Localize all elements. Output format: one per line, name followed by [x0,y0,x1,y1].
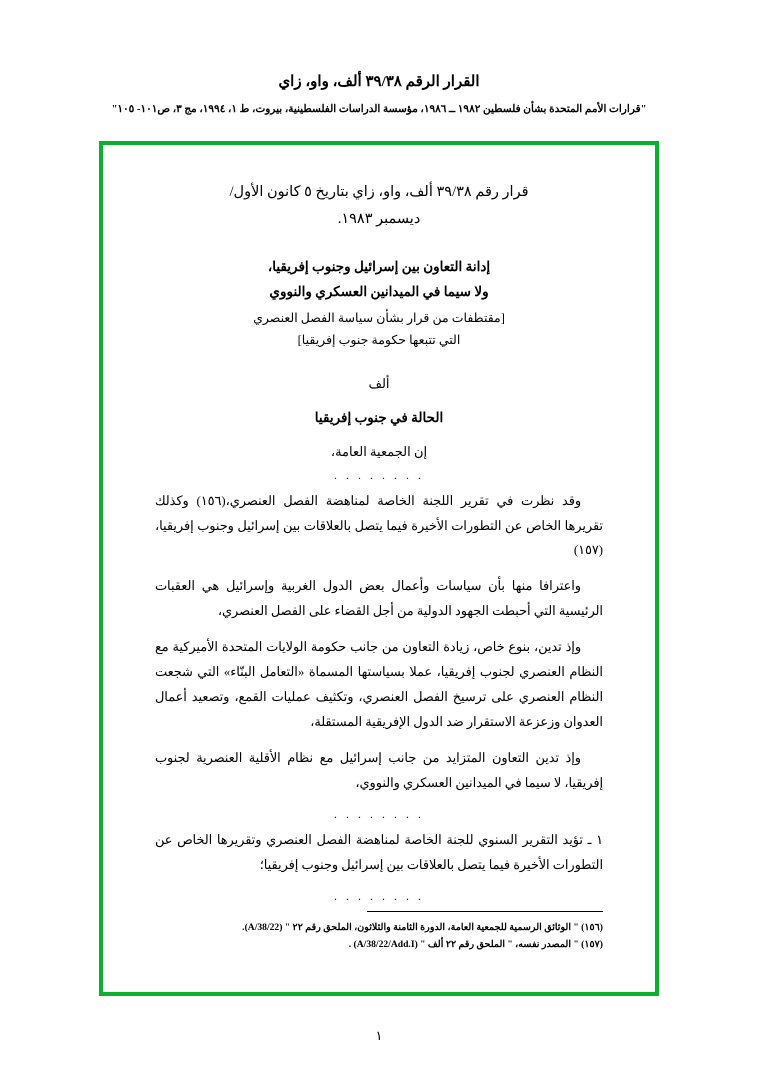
source-citation: "قرارات الأمم المتحدة بشأن فلسطين ١٩٨٢ ــ ١٩٨٦، مؤسسة الدراسات الفلسطينية، بيروت، ط ١، ١٩٩٤، مج ٣، ص١٠١- ١٠٥" [111,104,647,115]
resolution-subject-line-1: إدانة التعاون بين إسرائيل وجنوب إفريقيا، [267,258,491,274]
bracket-note-line-2: التي تتبعها حكومة جنوب إفريقيا] [297,333,461,348]
footnotes [155,911,603,954]
footnote-rule [367,911,603,912]
resolution-heading-line-1: قرار رقم ٣٩/٣٨ ألف، واو، زاي بتاريخ ٥ كانون الأول/ [229,184,529,200]
section-letter: ألف [368,375,390,391]
document-header [0,0,758,118]
resolution-heading [155,179,603,233]
paragraph-operative-1: ١ ـ تؤيد التقرير السنوي للجنة الخاصة لمناهضة الفصل العنصري وتقريرها الخاص عن التطورات الأخيرة فيما يتصل بالعلاقات بين إسرائيل وجنوب إفريقيا؛ [155,833,603,872]
paragraph-preamble-3: وإذ تدين، بنوع خاص، زيادة التعاون من جانب حكومة الولايات المتحدة الأميركية مع النظام العنصري لجنوب إفريقيا، عملا بسياستها المسماة «التعامل البنّاء» التي شجعت النظام العنصري على ترسيخ الفصل العنصري، وتكثيف عمليات القمع، وتصعيد أعمال العدوان وزعزعة الاستقرار ضد الدول الإفريقية المستقلة، [155,640,603,730]
bracket-note-line-1: [مقتطفات من قرار بشأن سياسة الفصل العنصري [253,310,505,325]
paragraph-preamble-4: وإذ تدين التعاون المتزايد من جانب إسرائيل مع نظام الأقلية العنصرية لجنوب إفريقيا، لا سيما في الميدانين العسكري والنووي، [155,751,603,791]
resolution-subject-line-2: ولا سيما في الميدانين العسكري والنووي [269,283,489,299]
footnote-156: (١٥٦) " الوثائق الرسمية للجمعية العامة، الدورة الثامنة والثلاثون، الملحق رقم ٢٢ " (A/38/22). [242,921,603,933]
ellipsis-separator-2: . . . . . . . . [334,807,424,822]
resolution-content [103,145,655,992]
ellipsis-separator-3: . . . . . . . . [334,888,424,903]
resolution-frame [99,141,659,996]
page-number: ١ [375,1028,383,1043]
paragraph-preamble-1: وقد نظرت في تقرير اللجنة الخاصة لمناهضة الفصل العنصري،(١٥٦) وكذلك تقريرها الخاص عن التطورات الأخيرة فيما يتصل بالعلاقات بين إسرائيل وجنوب إفريقيا،(١٥٧) [155,493,603,558]
section-heading: الحالة في جنوب إفريقيا [314,409,444,425]
resolution-subject [155,255,603,305]
section-actor: إن الجمعية العامة، [330,443,428,459]
page-title: القرار الرقم ٣٩/٣٨ ألف، واو، زاي [278,74,480,90]
resolution-heading-line-2: ديسمبر ١٩٨٣. [337,210,421,227]
ellipsis-separator-1: . . . . . . . . [334,467,424,482]
footnote-157: (١٥٧) " المصدر نفسه، " الملحق رقم ٢٢ ألف " (A/38/22/Add.I) . [348,939,603,951]
resolution-bracket-note [155,307,603,352]
paragraph-preamble-2: واعترافا منها بأن سياسات وأعمال بعض الدول الغربية وإسرائيل هي العقبات الرئيسية التي أحبطت الجهود الدولية من أجل القضاء على الفصل العنصري، [155,579,603,619]
